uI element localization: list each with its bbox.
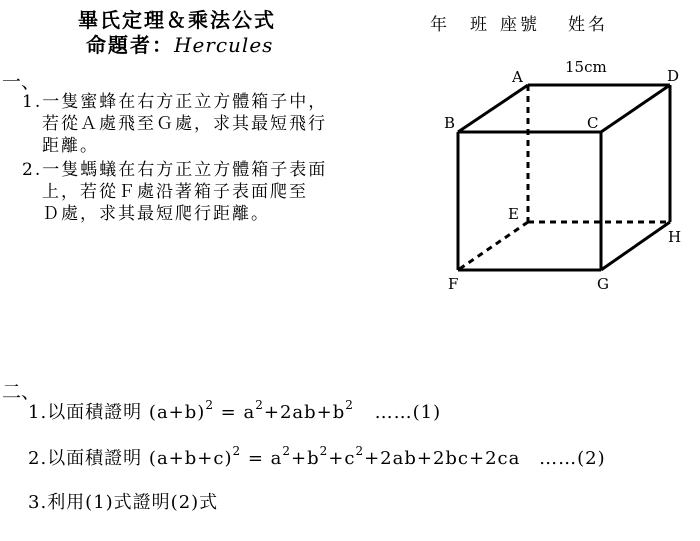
equation-2-term-1: a: [270, 448, 283, 469]
vertex-label-G: G: [597, 275, 609, 293]
vertex-label-D: D: [667, 67, 680, 85]
equation-1-term-2: +2ab+b: [263, 402, 346, 423]
equation-2-term-1-exponent: 2: [282, 444, 292, 458]
author-prefix: 命題者：: [86, 33, 174, 57]
edge-GH: [601, 222, 670, 270]
equation-2-term-3-exponent: 2: [355, 444, 365, 458]
vertex-label-E: E: [508, 205, 519, 223]
problem-2-line-2: 上，若從Ｆ處沿著箱子表面爬至: [42, 182, 308, 202]
equation-1-term-2-exponent: 2: [345, 398, 354, 412]
student-field-name: 姓名: [568, 15, 608, 35]
student-field-class: 班: [470, 15, 490, 35]
problem-2-number: 2.: [22, 160, 43, 180]
equation-1: [28, 398, 441, 424]
problem-1-line-2: 若從Ａ處飛至Ｇ處，求其最短飛行: [42, 114, 327, 134]
vertex-label-A: A: [512, 68, 523, 86]
equation-1-number: 1.: [28, 402, 48, 423]
problem-2-line-3: Ｄ處，求其最短爬行距離。: [42, 204, 270, 224]
equation-2-prefix: 以面積證明: [47, 448, 143, 469]
section-2-marker: 二、: [2, 381, 41, 403]
edge-DC: [601, 85, 670, 132]
edge-length-label: 15cm: [565, 58, 607, 76]
item-3-text: 利用(1)式證明(2)式: [47, 492, 219, 513]
vertex-label-C: C: [587, 114, 599, 132]
equation-2-term-2-exponent: 2: [319, 444, 329, 458]
item-3-number: 3.: [28, 492, 48, 513]
problem-2-line-1: 一隻螞蟻在右方正立方體箱子表面: [42, 160, 328, 180]
equation-2-equals: =: [241, 448, 271, 469]
equation-2-term-2: +b: [291, 448, 320, 469]
student-field-seat: 座號: [500, 15, 540, 35]
equation-2-term-3: +c: [328, 448, 356, 469]
equation-1-term-1: a: [243, 402, 256, 423]
equation-1-lhs-exponent: 2: [205, 398, 214, 412]
vertex-label-B: B: [444, 114, 456, 132]
equation-1-tag: ……(1): [374, 402, 442, 423]
equation-2-lhs-exponent: 2: [232, 444, 242, 458]
equation-2: [28, 444, 606, 470]
equation-2-number: 2.: [28, 448, 48, 469]
item-3: [28, 488, 218, 514]
worksheet-title: 畢氏定理＆乘法公式: [78, 8, 276, 32]
equation-2-term-4: +2ab+2bc+2ca: [364, 448, 521, 469]
equation-2-tag: ……(2): [539, 448, 606, 469]
problem-1-number: 1.: [22, 92, 43, 112]
problem-1-line-1: 一隻蜜蜂在右方正立方體箱子中，: [42, 92, 328, 112]
vertex-label-H: H: [668, 228, 682, 246]
equation-1-lhs: (a+b): [148, 402, 206, 423]
equation-1-prefix: 以面積證明: [47, 402, 143, 423]
equation-2-lhs: (a+b+c): [148, 448, 233, 469]
problem-1-line-3: 距離。: [42, 136, 99, 156]
edge-AB: [458, 85, 528, 132]
author-name: Hercules: [174, 33, 274, 57]
section-1-marker: 一、: [2, 71, 41, 93]
edge-EF-hidden: [458, 222, 528, 270]
student-field-year: 年: [430, 15, 450, 35]
equation-1-equals: =: [213, 402, 244, 423]
vertex-label-F: F: [448, 275, 459, 293]
equation-1-term-1-exponent: 2: [255, 398, 264, 412]
